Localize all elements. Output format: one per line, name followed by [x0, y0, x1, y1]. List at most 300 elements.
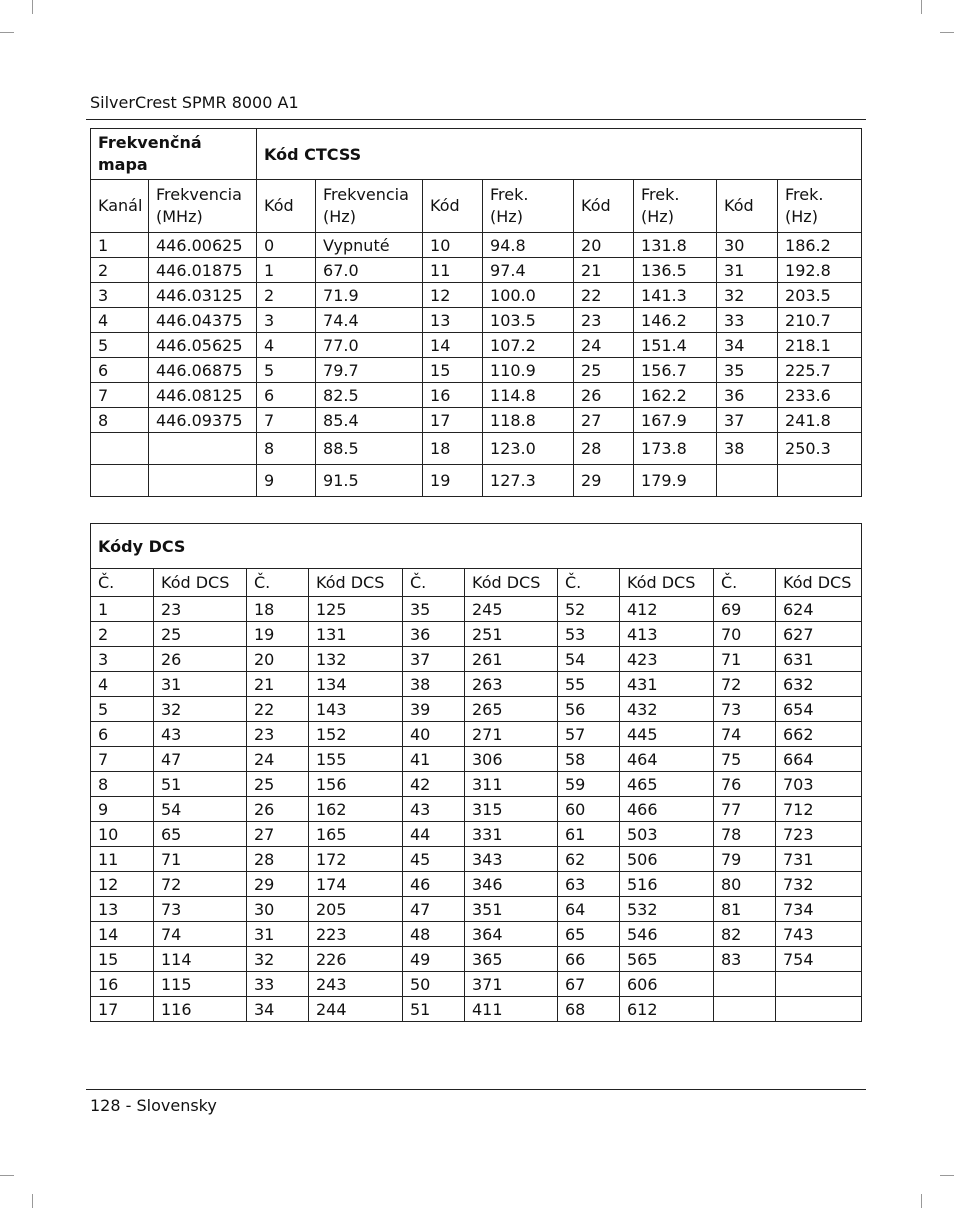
- crop-mark: [921, 1194, 922, 1208]
- column-header: Kód: [257, 180, 316, 233]
- column-header: Frekvencia (MHz): [149, 180, 257, 233]
- table-cell: 79.7: [316, 358, 423, 383]
- table-cell: 2: [257, 283, 316, 308]
- table-cell: 38: [403, 672, 465, 697]
- table-cell: 82: [714, 922, 776, 947]
- table-cell: 21: [247, 672, 309, 697]
- table-cell: 43: [403, 797, 465, 822]
- table-cell: 27: [247, 822, 309, 847]
- table-row: [91, 383, 862, 408]
- table-cell: 233.6: [778, 383, 862, 408]
- table-cell: 81: [714, 897, 776, 922]
- table-cell: 17: [423, 408, 483, 433]
- table-cell: 20: [574, 233, 634, 258]
- table-cell: 151.4: [634, 333, 717, 358]
- table-cell: 412: [620, 597, 714, 622]
- table-cell: 29: [247, 872, 309, 897]
- table-cell: 63: [558, 872, 620, 897]
- table-cell: 32: [717, 283, 778, 308]
- table-cell: 47: [154, 747, 247, 772]
- table-cell: 16: [423, 383, 483, 408]
- table-cell: 606: [620, 972, 714, 997]
- table-cell: 218.1: [778, 333, 862, 358]
- table-cell: 210.7: [778, 308, 862, 333]
- table-cell: 16: [91, 972, 154, 997]
- table-cell: 110.9: [483, 358, 574, 383]
- table-row: [91, 358, 862, 383]
- table-cell: 103.5: [483, 308, 574, 333]
- table-cell: 413: [620, 622, 714, 647]
- table-cell: 65: [154, 822, 247, 847]
- table-cell: 85.4: [316, 408, 423, 433]
- table-cell: 79: [714, 847, 776, 872]
- table-cell: 546: [620, 922, 714, 947]
- table-cell: 134: [309, 672, 403, 697]
- table-cell: 18: [247, 597, 309, 622]
- table-cell: 162: [309, 797, 403, 822]
- table-cell: [776, 997, 862, 1022]
- table-cell: 156: [309, 772, 403, 797]
- table-cell: 10: [91, 822, 154, 847]
- table-cell: 45: [403, 847, 465, 872]
- table-cell: 24: [574, 333, 634, 358]
- table-cell: 100.0: [483, 283, 574, 308]
- table-cell: 712: [776, 797, 862, 822]
- table-cell: 225.7: [778, 358, 862, 383]
- column-header: Kód: [574, 180, 634, 233]
- table-cell: 754: [776, 947, 862, 972]
- table-cell: 446.08125: [149, 383, 257, 408]
- table-cell: 35: [717, 358, 778, 383]
- table-cell: 162.2: [634, 383, 717, 408]
- table-cell: 132: [309, 647, 403, 672]
- table-cell: 565: [620, 947, 714, 972]
- footer-rule: [86, 1089, 866, 1090]
- table-cell: 114: [154, 947, 247, 972]
- table-cell: 107.2: [483, 333, 574, 358]
- table-cell: 743: [776, 922, 862, 947]
- table-cell: 612: [620, 997, 714, 1022]
- table-cell: 7: [257, 408, 316, 433]
- table-cell: 3: [91, 647, 154, 672]
- table-cell: 223: [309, 922, 403, 947]
- table-cell: [91, 465, 149, 497]
- table-cell: 446.00625: [149, 233, 257, 258]
- column-header: Frek. (Hz): [483, 180, 574, 233]
- table-cell: 68: [558, 997, 620, 1022]
- column-header: Frek. (Hz): [634, 180, 717, 233]
- table-cell: 30: [717, 233, 778, 258]
- table-cell: 37: [403, 647, 465, 672]
- table-cell: 76: [714, 772, 776, 797]
- table-cell: 77: [714, 797, 776, 822]
- frequency-map-header: Frekvenčná mapa: [91, 129, 257, 180]
- table-cell: 192.8: [778, 258, 862, 283]
- table-cell: 64: [558, 897, 620, 922]
- table-cell: 6: [257, 383, 316, 408]
- table-cell: 51: [154, 772, 247, 797]
- table-cell: 241.8: [778, 408, 862, 433]
- table-cell: 250.3: [778, 433, 862, 465]
- column-header: Frekvencia (Hz): [316, 180, 423, 233]
- table-cell: 32: [247, 947, 309, 972]
- table-cell: 74: [154, 922, 247, 947]
- table-cell: 703: [776, 772, 862, 797]
- table-cell: 731: [776, 847, 862, 872]
- table-cell: 127.3: [483, 465, 574, 497]
- table-cell: 44: [403, 822, 465, 847]
- table-cell: 263: [465, 672, 558, 697]
- table-cell: 28: [574, 433, 634, 465]
- table-cell: 662: [776, 722, 862, 747]
- table-cell: 51: [403, 997, 465, 1022]
- table-cell: 331: [465, 822, 558, 847]
- table-cell: 54: [154, 797, 247, 822]
- table-cell: 91.5: [316, 465, 423, 497]
- crop-mark: [32, 1194, 33, 1208]
- table-cell: 115: [154, 972, 247, 997]
- table-cell: 431: [620, 672, 714, 697]
- table-cell: 7: [91, 383, 149, 408]
- table-cell: 66: [558, 947, 620, 972]
- table-cell: 446.06875: [149, 358, 257, 383]
- table-row: [91, 747, 862, 772]
- table-cell: 261: [465, 647, 558, 672]
- table-cell: 446.05625: [149, 333, 257, 358]
- table-cell: 411: [465, 997, 558, 1022]
- table-cell: 245: [465, 597, 558, 622]
- table-row: [91, 597, 862, 622]
- table-cell: 38: [717, 433, 778, 465]
- table-row: [91, 797, 862, 822]
- table-cell: 155: [309, 747, 403, 772]
- crop-mark: [940, 32, 954, 33]
- table-cell: 654: [776, 697, 862, 722]
- dcs-table-title: Kódy DCS: [91, 524, 862, 569]
- table-cell: 17: [91, 997, 154, 1022]
- table-cell: 4: [91, 308, 149, 333]
- table-cell: 72: [154, 872, 247, 897]
- table-cell: 0: [257, 233, 316, 258]
- table-cell: 143: [309, 697, 403, 722]
- table-cell: 48: [403, 922, 465, 947]
- table-cell: 26: [154, 647, 247, 672]
- column-header: Č.: [247, 569, 309, 597]
- table-cell: 1: [91, 233, 149, 258]
- table-cell: 9: [257, 465, 316, 497]
- table-cell: 69: [714, 597, 776, 622]
- table-cell: 20: [247, 647, 309, 672]
- table-row: [91, 283, 862, 308]
- table-row: [91, 922, 862, 947]
- table-cell: 664: [776, 747, 862, 772]
- table-cell: [149, 433, 257, 465]
- table-cell: 156.7: [634, 358, 717, 383]
- table-cell: 74.4: [316, 308, 423, 333]
- table-cell: [714, 997, 776, 1022]
- column-header: Č.: [558, 569, 620, 597]
- table-cell: 179.9: [634, 465, 717, 497]
- table-cell: 36: [403, 622, 465, 647]
- table-cell: 446.04375: [149, 308, 257, 333]
- table-cell: 25: [154, 622, 247, 647]
- column-header: Kód DCS: [154, 569, 247, 597]
- table-cell: 18: [423, 433, 483, 465]
- table-cell: 53: [558, 622, 620, 647]
- table-cell: 1: [91, 597, 154, 622]
- table-cell: 466: [620, 797, 714, 822]
- column-header: Kód DCS: [465, 569, 558, 597]
- table-cell: 60: [558, 797, 620, 822]
- column-header: Kód DCS: [309, 569, 403, 597]
- table-cell: 71: [714, 647, 776, 672]
- table-cell: 165: [309, 822, 403, 847]
- table-row: [91, 872, 862, 897]
- table-cell: 2: [91, 258, 149, 283]
- table-cell: 136.5: [634, 258, 717, 283]
- table-row: [91, 647, 862, 672]
- table-row: [91, 972, 862, 997]
- table-cell: 30: [247, 897, 309, 922]
- table-cell: 32: [154, 697, 247, 722]
- table-cell: 34: [247, 997, 309, 1022]
- table-cell: 23: [154, 597, 247, 622]
- table-cell: 306: [465, 747, 558, 772]
- table-cell: 11: [423, 258, 483, 283]
- table-cell: 21: [574, 258, 634, 283]
- table-cell: 6: [91, 722, 154, 747]
- table-cell: 3: [91, 283, 149, 308]
- table-cell: 28: [247, 847, 309, 872]
- crop-mark: [0, 1175, 14, 1176]
- table-cell: 2: [91, 622, 154, 647]
- table-cell: 265: [465, 697, 558, 722]
- table-cell: 12: [423, 283, 483, 308]
- table-cell: 15: [423, 358, 483, 383]
- table-cell: 632: [776, 672, 862, 697]
- table-cell: 226: [309, 947, 403, 972]
- table-cell: 13: [423, 308, 483, 333]
- table-cell: 446.03125: [149, 283, 257, 308]
- table-cell: 29: [574, 465, 634, 497]
- table-cell: 244: [309, 997, 403, 1022]
- table-cell: 77.0: [316, 333, 423, 358]
- table-row: [91, 465, 862, 497]
- table-cell: 4: [257, 333, 316, 358]
- table-cell: 52: [558, 597, 620, 622]
- table-cell: 243: [309, 972, 403, 997]
- table-cell: [778, 465, 862, 497]
- table-cell: 25: [247, 772, 309, 797]
- table-cell: 36: [717, 383, 778, 408]
- table-cell: 40: [403, 722, 465, 747]
- table-cell: 131.8: [634, 233, 717, 258]
- table-cell: 58: [558, 747, 620, 772]
- table-row: [91, 333, 862, 358]
- table-cell: 141.3: [634, 283, 717, 308]
- table-cell: 203.5: [778, 283, 862, 308]
- table-cell: 39: [403, 697, 465, 722]
- table-row: [91, 408, 862, 433]
- crop-mark: [0, 32, 14, 33]
- table-cell: 14: [423, 333, 483, 358]
- table-cell: 22: [247, 697, 309, 722]
- table-cell: 72: [714, 672, 776, 697]
- table-cell: 423: [620, 647, 714, 672]
- table-cell: 56: [558, 697, 620, 722]
- table-cell: 732: [776, 872, 862, 897]
- table-cell: [714, 972, 776, 997]
- table-cell: 723: [776, 822, 862, 847]
- table-cell: 12: [91, 872, 154, 897]
- table-cell: 311: [465, 772, 558, 797]
- table-cell: 205: [309, 897, 403, 922]
- column-header: Kód DCS: [776, 569, 862, 597]
- table-cell: 446.09375: [149, 408, 257, 433]
- table-row: [91, 622, 862, 647]
- table-row: [91, 697, 862, 722]
- table-cell: 9: [91, 797, 154, 822]
- table-cell: 14: [91, 922, 154, 947]
- header-rule: [86, 119, 866, 120]
- table-cell: 432: [620, 697, 714, 722]
- column-header: Kód: [423, 180, 483, 233]
- table-cell: 6: [91, 358, 149, 383]
- table-cell: 94.8: [483, 233, 574, 258]
- table-cell: 42: [403, 772, 465, 797]
- table-cell: 131: [309, 622, 403, 647]
- table-cell: 67: [558, 972, 620, 997]
- table-cell: 465: [620, 772, 714, 797]
- table-cell: 172: [309, 847, 403, 872]
- table-cell: 15: [91, 947, 154, 972]
- table-cell: 445: [620, 722, 714, 747]
- table-cell: 23: [574, 308, 634, 333]
- table-cell: 271: [465, 722, 558, 747]
- table-cell: 88.5: [316, 433, 423, 465]
- table-cell: 37: [717, 408, 778, 433]
- table-cell: 116: [154, 997, 247, 1022]
- table-cell: 8: [91, 772, 154, 797]
- table-cell: 46: [403, 872, 465, 897]
- table-cell: [91, 433, 149, 465]
- table-row: [91, 722, 862, 747]
- table-cell: 13: [91, 897, 154, 922]
- table-cell: 371: [465, 972, 558, 997]
- table-row: [91, 897, 862, 922]
- table-cell: 627: [776, 622, 862, 647]
- table-cell: 26: [574, 383, 634, 408]
- table-cell: 734: [776, 897, 862, 922]
- table-cell: 49: [403, 947, 465, 972]
- table-cell: 83: [714, 947, 776, 972]
- table-cell: 82.5: [316, 383, 423, 408]
- table-cell: 34: [717, 333, 778, 358]
- table-cell: 10: [423, 233, 483, 258]
- table-cell: 55: [558, 672, 620, 697]
- dcs-table: [90, 523, 862, 1022]
- table-cell: 22: [574, 283, 634, 308]
- table-cell: 33: [717, 308, 778, 333]
- table-row: [91, 847, 862, 872]
- table-cell: 3: [257, 308, 316, 333]
- table-cell: 57: [558, 722, 620, 747]
- ctcss-table: [90, 128, 862, 497]
- table-cell: 59: [558, 772, 620, 797]
- table-cell: 5: [257, 358, 316, 383]
- table-row: [91, 947, 862, 972]
- table-cell: 4: [91, 672, 154, 697]
- table-cell: 8: [91, 408, 149, 433]
- page-header-title: SilverCrest SPMR 8000 A1: [90, 93, 299, 112]
- table-cell: 67.0: [316, 258, 423, 283]
- table-cell: [149, 465, 257, 497]
- table-cell: 31: [247, 922, 309, 947]
- crop-mark: [921, 0, 922, 14]
- table-cell: 75: [714, 747, 776, 772]
- table-cell: 73: [154, 897, 247, 922]
- table-cell: 516: [620, 872, 714, 897]
- table-cell: [717, 465, 778, 497]
- table-cell: [776, 972, 862, 997]
- table-cell: 364: [465, 922, 558, 947]
- table-cell: 8: [257, 433, 316, 465]
- table-cell: 11: [91, 847, 154, 872]
- table-cell: 19: [247, 622, 309, 647]
- table-cell: 25: [574, 358, 634, 383]
- table-cell: 80: [714, 872, 776, 897]
- column-header: Kanál: [91, 180, 149, 233]
- column-header: Č.: [714, 569, 776, 597]
- table-row: [91, 772, 862, 797]
- table-row: [91, 433, 862, 465]
- table-cell: Vypnuté: [316, 233, 423, 258]
- table-cell: 73: [714, 697, 776, 722]
- table-cell: 65: [558, 922, 620, 947]
- table-cell: 62: [558, 847, 620, 872]
- table-cell: 114.8: [483, 383, 574, 408]
- table-cell: 174: [309, 872, 403, 897]
- column-header: Frek. (Hz): [778, 180, 862, 233]
- table-cell: 41: [403, 747, 465, 772]
- table-cell: 173.8: [634, 433, 717, 465]
- table-row: [91, 672, 862, 697]
- table-row: [91, 822, 862, 847]
- table-cell: 464: [620, 747, 714, 772]
- table-cell: 5: [91, 697, 154, 722]
- table-cell: 532: [620, 897, 714, 922]
- table-cell: 365: [465, 947, 558, 972]
- table-cell: 97.4: [483, 258, 574, 283]
- table-cell: 50: [403, 972, 465, 997]
- table-cell: 152: [309, 722, 403, 747]
- table-row: [91, 308, 862, 333]
- table-cell: 503: [620, 822, 714, 847]
- table-cell: 61: [558, 822, 620, 847]
- table-cell: 24: [247, 747, 309, 772]
- table-cell: 43: [154, 722, 247, 747]
- table-cell: 123.0: [483, 433, 574, 465]
- table-cell: 27: [574, 408, 634, 433]
- table-cell: 47: [403, 897, 465, 922]
- table-cell: 35: [403, 597, 465, 622]
- table-cell: 343: [465, 847, 558, 872]
- column-header: Č.: [91, 569, 154, 597]
- table-cell: 624: [776, 597, 862, 622]
- table-cell: 351: [465, 897, 558, 922]
- table-row: [91, 258, 862, 283]
- table-cell: 346: [465, 872, 558, 897]
